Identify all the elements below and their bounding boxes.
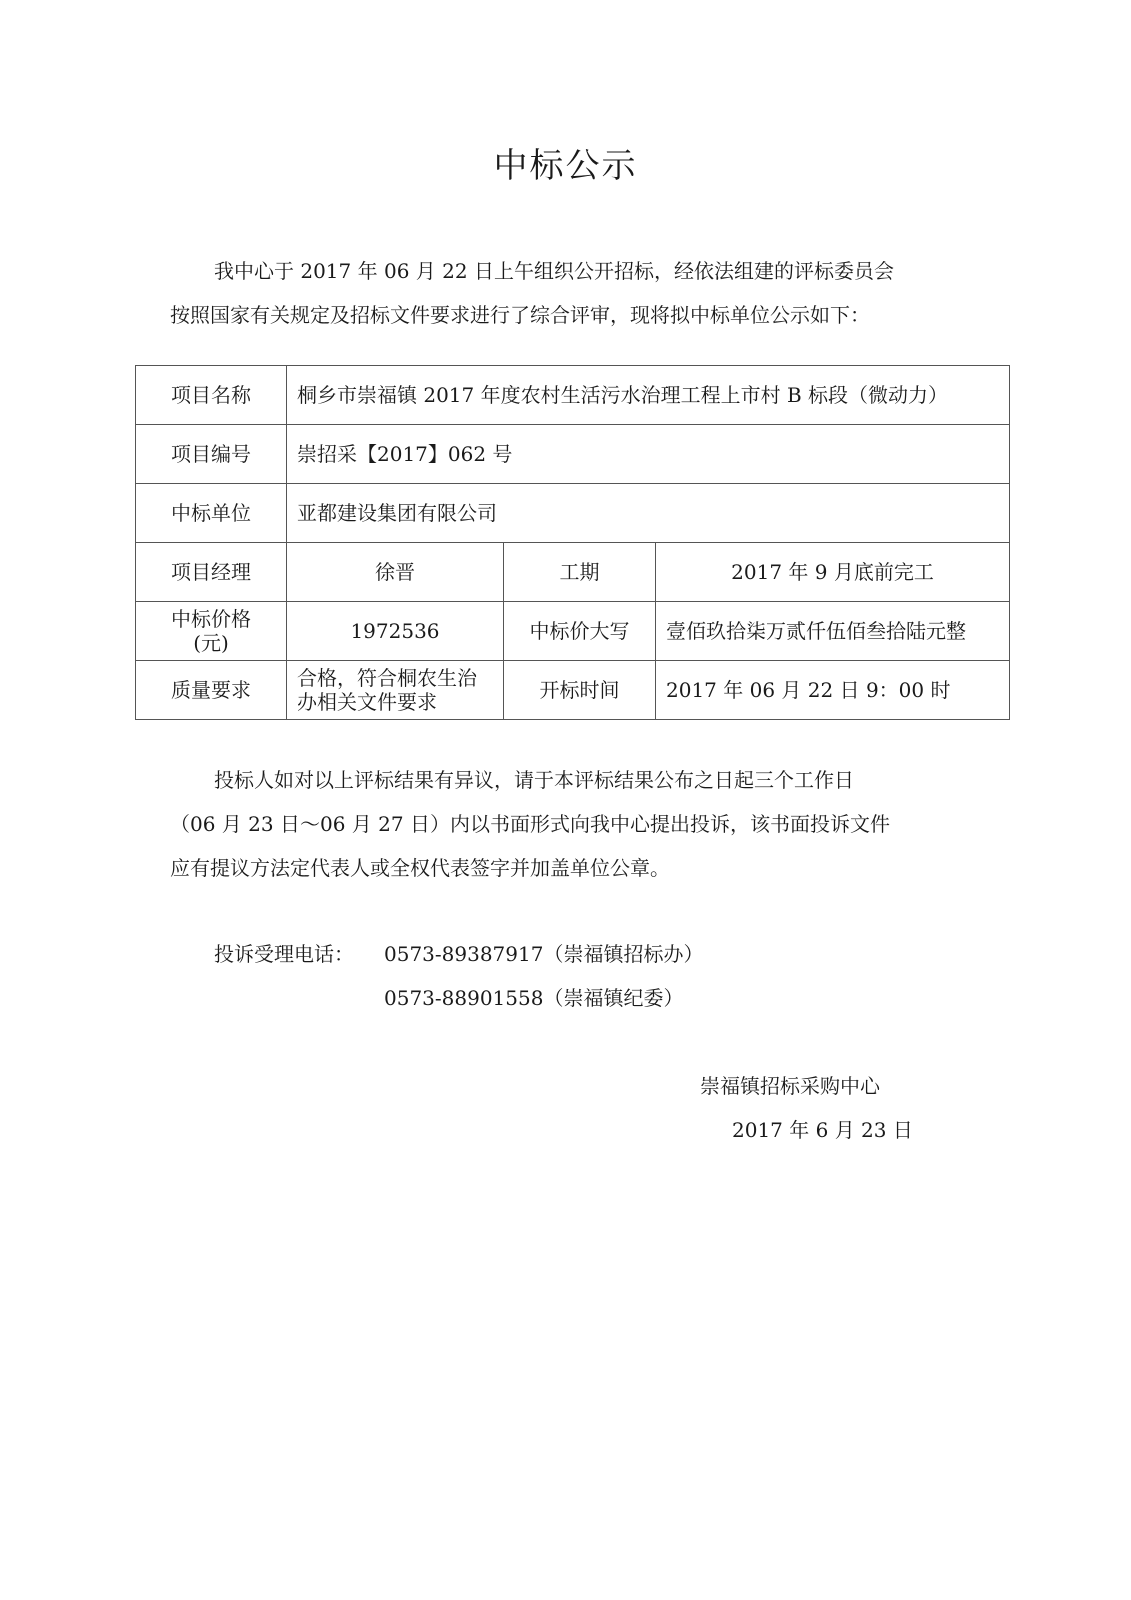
- notice-line-2: （06 月 23 日～06 月 27 日）内以书面形式向我中心提出投诉，该书面投诉文件: [170, 812, 890, 836]
- price-label-line-1: 中标价格: [171, 607, 251, 631]
- project-no-value: 崇招采【2017】062 号: [287, 425, 1010, 484]
- period-value: 2017 年 9 月底前完工: [656, 543, 1010, 602]
- manager-label: 项目经理: [136, 543, 287, 602]
- issue-date: 2017 年 6 月 23 日: [732, 1118, 913, 1142]
- table-row: [136, 543, 1010, 602]
- table-row: [136, 602, 1010, 661]
- table-row: [136, 366, 1010, 425]
- notice-paragraph: [170, 758, 890, 890]
- intro-line-1: 我中心于 2017 年 06 月 22 日上午组织公开招标，经依法组建的评标委员会: [214, 259, 894, 283]
- intro-paragraph: [170, 249, 894, 337]
- open-time-value: 2017 年 06 月 22 日 9：00 时: [656, 661, 1010, 720]
- price-caps-label: 中标价大写: [504, 602, 656, 661]
- notice-line-3: 应有提议方法定代表人或全权代表签字并加盖单位公章。: [170, 856, 670, 880]
- page-title: 中标公示: [493, 146, 638, 186]
- winner-value: 亚都建设集团有限公司: [287, 484, 1010, 543]
- quality-value-line-1: 合格，符合桐农生治: [297, 666, 477, 690]
- project-no-label: 项目编号: [136, 425, 287, 484]
- contact-phone-1: 0573-89387917（崇福镇招标办）: [384, 942, 704, 966]
- bid-info-table: [135, 365, 1010, 720]
- intro-line-2: 按照国家有关规定及招标文件要求进行了综合评审，现将拟中标单位公示如下：: [170, 303, 870, 327]
- price-label-line-2: (元): [193, 631, 229, 655]
- quality-value-line-2: 办相关文件要求: [297, 690, 437, 714]
- period-label: 工期: [504, 543, 656, 602]
- price-caps-value: 壹佰玖拾柒万贰仟伍佰叁拾陆元整: [656, 602, 1010, 661]
- open-time-label: 开标时间: [504, 661, 656, 720]
- table-row: [136, 425, 1010, 484]
- contact-phone-2: 0573-88901558（崇福镇纪委）: [384, 986, 684, 1010]
- winner-label: 中标单位: [136, 484, 287, 543]
- quality-value: [287, 661, 504, 720]
- project-name-value: 桐乡市崇福镇 2017 年度农村生活污水治理工程上市村 B 标段（微动力）: [287, 366, 1010, 425]
- issuing-organization: 崇福镇招标采购中心: [700, 1074, 880, 1098]
- notice-line-1: 投标人如对以上评标结果有异议，请于本评标结果公布之日起三个工作日: [214, 768, 854, 792]
- quality-label: 质量要求: [136, 661, 287, 720]
- table-row: [136, 661, 1010, 720]
- price-label: [136, 602, 287, 661]
- project-name-label: 项目名称: [136, 366, 287, 425]
- contact-label: 投诉受理电话：: [214, 942, 354, 966]
- manager-value: 徐晋: [287, 543, 504, 602]
- price-value: 1972536: [287, 602, 504, 661]
- table-row: [136, 484, 1010, 543]
